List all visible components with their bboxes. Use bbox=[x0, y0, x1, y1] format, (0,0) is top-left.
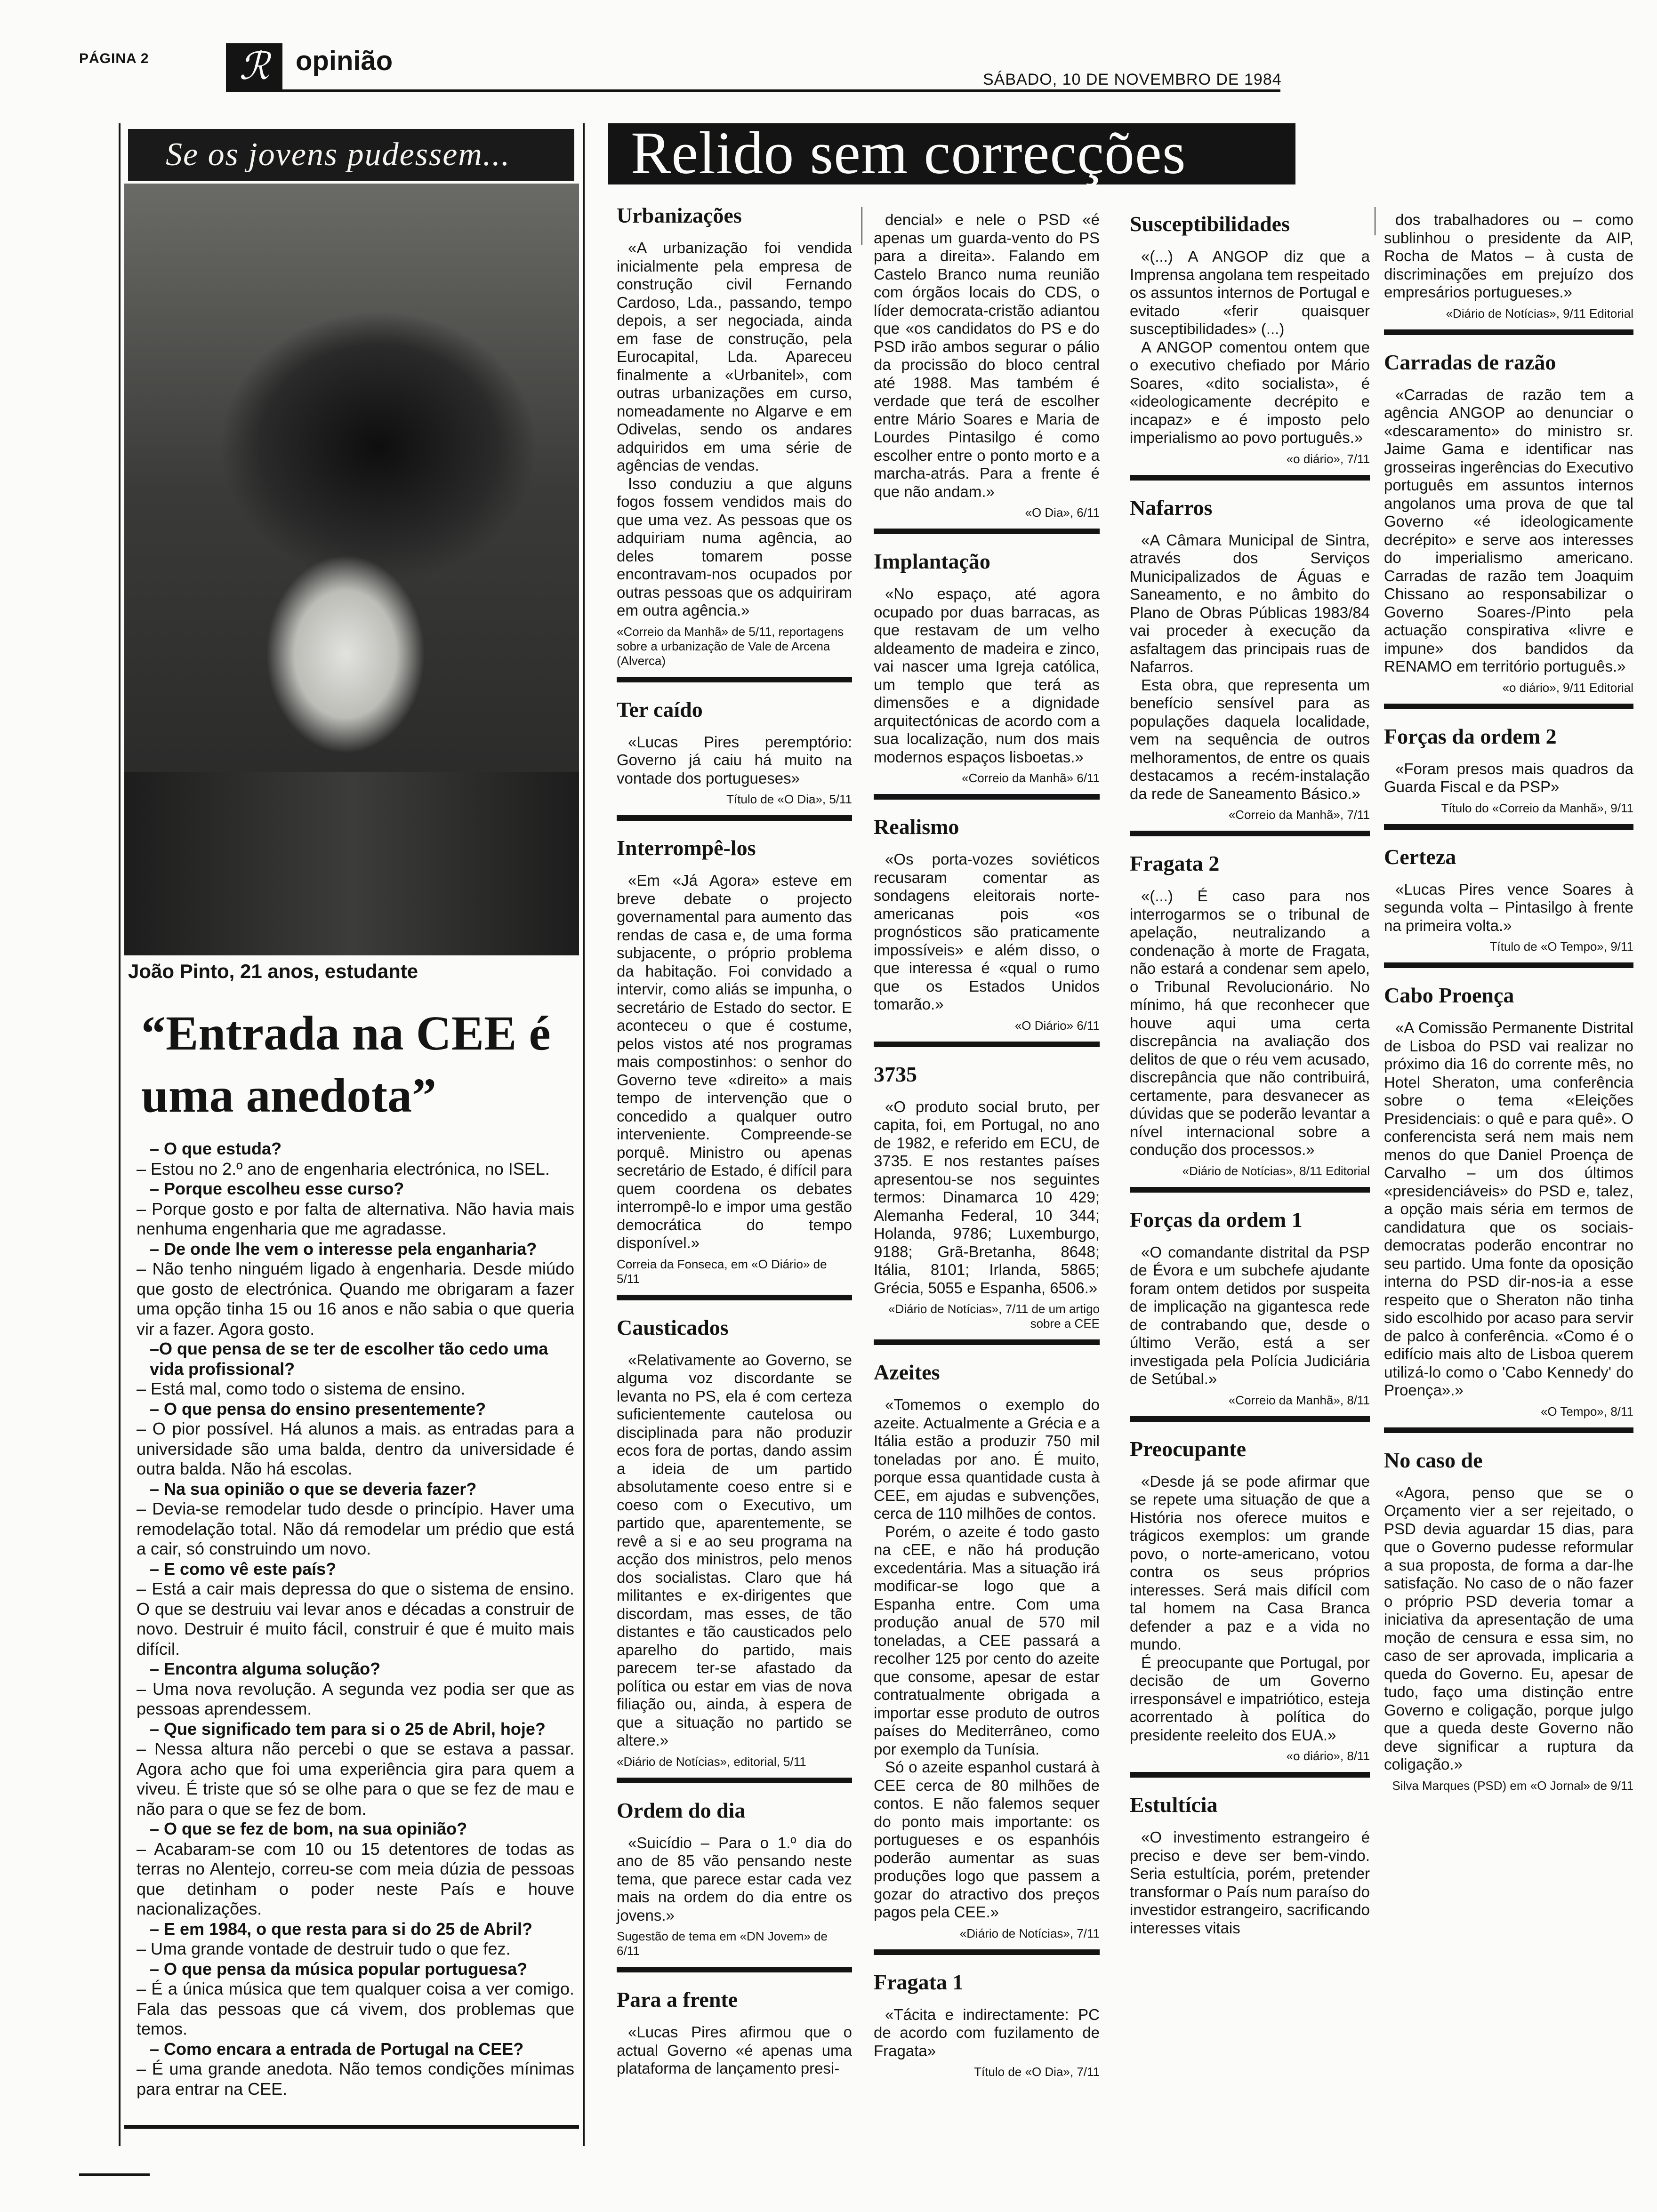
digest-column-2 bbox=[874, 211, 1100, 2079]
digest-item-title: Interrompê-los bbox=[617, 836, 756, 860]
digest-item-source: Título de «O Dia», 5/11 bbox=[726, 792, 852, 806]
digest-item-source: «Correio da Manhã», 7/11 bbox=[1228, 808, 1370, 822]
digest-item-title: Para a frente bbox=[617, 1988, 738, 2012]
column-divider bbox=[861, 207, 862, 245]
digest-item-rule bbox=[1130, 1772, 1370, 1778]
digest-item-text: «O comandante distrital da PSP de Évora e um subchefe ajudante foram ontem detidos por suspeita de implicação na gigantesca rede de contrabando que, desde o último Verão, está a ser investigada pela Polícia Judiciária de Setúbal.» bbox=[1130, 1243, 1370, 1387]
digest-item-title: Nafarros bbox=[1130, 495, 1213, 520]
digest-column-1 bbox=[617, 202, 852, 2078]
digest-item bbox=[1384, 982, 1633, 1433]
digest-item bbox=[874, 814, 1100, 1047]
interview-question: – De onde lhe vem o interesse pela enganharia? bbox=[150, 1239, 537, 1258]
digest-item-source: Título de «O Tempo», 9/11 bbox=[1489, 939, 1633, 954]
digest-item-text: «Tomemos o exemplo do azeite. Actualmente a Grécia e a Itália estão a produzir 750 mil toneladas por ano. É muito, porque essa quantidade custa à CEE, em ajudas e subvenções, cerca de 110 milhões de contos. bbox=[874, 1396, 1100, 1522]
digest-item-text: «Tácita e indirectamente: PC de acordo com fuzilamento de Fragata» bbox=[874, 2005, 1100, 2060]
digest-item-text: «(...) A ANGOP diz que a Imprensa angolana tem respeitado os assuntos internos de Portugal e evitado «ferir quaisquer susceptibilidades» (...) bbox=[1130, 248, 1370, 337]
interview-banner-text: Se os jovens pudessem... bbox=[166, 136, 511, 173]
interview-question: – E em 1984, o que resta para si do 25 de Abril? bbox=[150, 1919, 532, 1939]
digest-item-text: «O investimento estrangeiro é preciso e deve ser bem-vindo. Seria estultícia, porém, pretender transformar o País num paraíso do investidor estrangeiro, sacrificando interesses vitais bbox=[1130, 1828, 1370, 1937]
digest-item-source: «Correio da Manhã» 6/11 bbox=[962, 771, 1100, 785]
digest-item-title: Preocupante bbox=[1130, 1436, 1247, 1461]
digest-item bbox=[1130, 211, 1370, 481]
digest-item-source: «Diário de Notícias», editorial, 5/11 bbox=[617, 1754, 806, 1769]
digest-item-text: «O produto social bruto, per capita, foi, em Portugal, no ano de 1982, e referido em ECU, de 3735. E nos restantes países apresentou-se nos seguintes termos: Dinamarca 10 429; Alemanha Federal, 10 344; Holanda, 9786; Luxemburgo, 9188; Grã-Bretanha, 8648; Itália, 8101; Irlanda, 5865; Grécia, 5055 e Espanha, 6506.» bbox=[874, 1098, 1100, 1297]
digest-item-text: «Lucas Pires afirmou que o actual Governo «é apenas uma plataforma de lançamento presi- bbox=[617, 2023, 852, 2077]
digest-item-source: «Correio da Manhã», 8/11 bbox=[1228, 1393, 1370, 1407]
interview-question: – E como vê este país? bbox=[150, 1559, 337, 1579]
digest-item bbox=[1130, 1207, 1370, 1422]
digest-item-text: «Agora, penso que se o Orçamento vier a ser rejeitado, o PSD devia aguardar 15 dias, para que o Governo pudesse reformular a sua proposta, de forma a dar-lhe satisfação. No caso de o não fazer o próprio PSD deveria tomar a iniciativa da apresentação de uma moção de censura e essa sim, no caso de ser aprovada, implicaria a queda do Governo. Eu, apesar de tudo, faço uma distinção entre Governo e coligação, porque julgo que a queda deste Governo não deve significar a ruptura da coligação.» bbox=[1384, 1483, 1633, 1773]
digest-item-text: É preocupante que Portugal, por decisão de um Governo irresponsável e impatriótico, esteja acorrentado à política do presidente reeleito dos EUA.» bbox=[1130, 1653, 1370, 1744]
interview-answer: – É uma grande anedota. Não temos condições mínimas para entrar na CEE. bbox=[137, 2059, 574, 2099]
digest-item-text: Isso conduziu a que alguns fogos fossem vendidos mais do que uma vez. As pessoas que os adquiriam numa agência, ao deles tomarem posse encontravam-nos ocupados por outras pessoas que os adquiriram em outra agência.» bbox=[617, 474, 852, 619]
digest-item-title: Urbanizações bbox=[617, 203, 742, 227]
digest-item-source: «Diário de Notícias», 8/11 Editorial bbox=[1182, 1163, 1370, 1178]
digest-item-rule bbox=[1130, 831, 1370, 836]
interview-body bbox=[137, 1139, 574, 2099]
interview-answer: – Uma nova revolução. A segunda vez podia ser que as pessoas aprendessem. bbox=[137, 1679, 574, 1718]
digest-item-text: «Suicídio – Para o 1.º dia do ano de 85 vão pensando neste tema, que parece estar cada vez mais na ordem do dia entre os jovens.» bbox=[617, 1834, 852, 1924]
digest-item-source: Título do «Correio da Manhã», 9/11 bbox=[1441, 801, 1633, 815]
footer-rule bbox=[79, 2173, 150, 2176]
digest-item-source: Título de «O Dia», 7/11 bbox=[974, 2065, 1100, 2079]
digest-item-rule bbox=[1384, 824, 1633, 830]
digest-item bbox=[874, 1061, 1100, 1346]
digest-item bbox=[1384, 211, 1633, 335]
header-rule bbox=[226, 89, 1280, 92]
interview-question: – Porque escolheu esse curso? bbox=[150, 1179, 404, 1198]
digest-item-title: Carradas de razão bbox=[1384, 350, 1556, 374]
digest-item-title: Forças da ordem 1 bbox=[1130, 1207, 1303, 1232]
digest-item-text: «Carradas de razão tem a agência ANGOP ao denunciar o «descaramento» do ministro sr. Jaime Gama e identificar nas grosseiras ingerências do Executivo português em assuntos internos angolanos uma prova de que tal Governo «é ideologicamente decrépito» e serve aos interesses do imperialismo americano. Carradas de razão tem Joaquim Chissano ao responsabilizar o Governo Soares-/Pinto pela actuação conspirativa «livre e impune» dos bandidos da RENAMO em território português.» bbox=[1384, 385, 1633, 675]
digest-item-source: «o diário», 9/11 Editorial bbox=[1502, 680, 1633, 695]
digest-item bbox=[1384, 349, 1633, 709]
digest-item-rule bbox=[617, 1295, 852, 1300]
digest-item-title: Fragata 2 bbox=[1130, 851, 1220, 875]
digest-item-rule bbox=[617, 1778, 852, 1783]
digest-item-rule bbox=[1384, 962, 1633, 968]
interview-answer: – Não tenho ninguém ligado à engenharia. Desde miúdo que gosto de electrónica. Quando me obrigaram a fazer uma opção tinha 15 ou 16 anos e não sabia o que queria vir a fazer. Agora gosto. bbox=[137, 1259, 574, 1338]
digest-item-text: «Desde já se pode afirmar que se repete uma situação de que a História nos oferece muitos e trágicos exemplos: um grande povo, o norte-americano, votou contra os seus próprios interesses. Será mais difícil com tal homem na Casa Branca defender a paz e a vida no mundo. bbox=[1130, 1472, 1370, 1653]
digest-item bbox=[874, 211, 1100, 534]
digest-item-title: Implantação bbox=[874, 549, 990, 573]
interview-answer: – Uma grande vontade de destruir tudo o que fez. bbox=[137, 1939, 511, 1958]
digest-banner-text: Relido sem correcções bbox=[631, 120, 1186, 186]
interview-answer: – Estou no 2.º ano de engenharia electrónica, no ISEL. bbox=[137, 1159, 550, 1178]
digest-item bbox=[617, 835, 852, 1300]
digest-item-text: «No espaço, até agora ocupado por duas barracas, as que restavam de um velho aldeamento de madeira e zinco, vai nascer uma Igreja católica, um templo que terá as dimensões e a dignidade arquitectónicas de acordo com a sua localização, num dos mais modernos espaços lisboetas.» bbox=[874, 585, 1100, 766]
digest-item-text: «Relativamente ao Governo, se alguma voz discordante se levanta no PS, ela é com certeza suficientemente cautelosa ou disciplinada para não produzir ecos fora de portas, dando assim a ideia de um partido absolutamente coeso entre si e coeso com o Executivo, um partido que, aparentemente, se revê a si e ao seu programa na acção dos ministros, pelo menos dos socialistas. Claro que há militantes e ex-dirigentes que discordam, mas esses, de tão distantes e tão causticados pelo aparelho do partido, mais parecem ter-se afastado da política ou estar em vias de nova filiação ou, ainda, à espera de que a situação no partido se altere.» bbox=[617, 1351, 852, 1749]
interview-question: – Como encara a entrada de Portugal na CEE? bbox=[150, 2039, 524, 2059]
digest-item bbox=[1130, 495, 1370, 837]
digest-item-rule bbox=[874, 1042, 1100, 1047]
interview-answer: – O pior possível. Há alunos a mais. as entradas para a universidade são uma balda, dentro da universidade é outra balda. Não há escolas. bbox=[137, 1419, 574, 1478]
digest-item bbox=[617, 1797, 852, 1973]
digest-item-rule bbox=[1130, 475, 1370, 481]
digest-item-text: «A urbanização foi vendida inicialmente pela empresa de construção civil Fernando Cardoso, Lda., passando, tempo depois, a ser negociada, ainda em fase de construção, pela Eurocapital, Lda. Apareceu finalmente a «Urbanitel», com outras urbanizações em curso, nomeadamente no Algarve e em Odivelas, sendo os andares adquiridos em uma série de agências de vendas. bbox=[617, 239, 852, 474]
digest-item-text: Esta obra, que representa um benefício sensível para as populações daquela localidade, vem na sequência de outros melhoramentos, de entre os quais destacamos a recém-instalação da rede de Saneamento Básico.» bbox=[1130, 676, 1370, 802]
digest-item-title: Estultícia bbox=[1130, 1793, 1218, 1817]
digest-item-rule bbox=[1384, 329, 1633, 335]
interview-question: – O que pensa da música popular portuguesa? bbox=[150, 1959, 528, 1979]
digest-item-source: Correia da Fonseca, em «O Diário» de 5/11 bbox=[617, 1257, 827, 1286]
digest-item-rule bbox=[1384, 1427, 1633, 1433]
digest-item-title: Azeites bbox=[874, 1360, 940, 1384]
digest-item bbox=[874, 1359, 1100, 1955]
digest-item-text: «Lucas Pires vence Soares à segunda volta – Pintasilgo à frente na primeira volta.» bbox=[1384, 880, 1633, 934]
section-name: opinião bbox=[296, 46, 393, 76]
digest-item-title: Cabo Proença bbox=[1384, 983, 1514, 1007]
interview-answer: – Está a cair mais depressa do que o sistema de ensino. O que se destruiu vai levar anos e décadas a construir de novo. Destruir é muito fácil, construir é que é muito mais difícil. bbox=[137, 1579, 574, 1659]
interview-answer: – Acabaram-se com 10 ou 15 detentores de todas as terras no Alentejo, correu-se com meia dúzia de pessoas que detinham o poder neste País e houve nacionalizações. bbox=[137, 1839, 574, 1918]
digest-item-title: No caso de bbox=[1384, 1448, 1483, 1472]
digest-item-title: Causticados bbox=[617, 1315, 729, 1339]
digest-item-source: «Diário de Notícias», 7/11 bbox=[959, 1926, 1100, 1940]
digest-item-rule bbox=[874, 1339, 1100, 1345]
digest-item-rule bbox=[1384, 704, 1633, 709]
digest-item-title: Forças da ordem 2 bbox=[1384, 724, 1557, 748]
interview-question: –O que pensa de se ter de escolher tão cedo uma vida profissional? bbox=[150, 1339, 548, 1378]
digest-item-title: Realismo bbox=[874, 815, 959, 839]
digest-item bbox=[1130, 850, 1370, 1193]
digest-item-text: dos trabalhadores ou – como sublinhou o presidente da AIP, Rocha de Matos – à custa de discriminações em prejuízo dos empresários portugueses.» bbox=[1384, 211, 1633, 301]
digest-item-source: «o diário», 8/11 bbox=[1286, 1749, 1370, 1763]
digest-item bbox=[617, 1314, 852, 1783]
portrait-shoulders bbox=[124, 772, 579, 955]
digest-item-rule bbox=[617, 1967, 852, 1972]
digest-item bbox=[874, 548, 1100, 800]
digest-item-title: Certeza bbox=[1384, 844, 1456, 869]
digest-item-rule bbox=[1130, 1416, 1370, 1422]
digest-column-4 bbox=[1384, 211, 1633, 1793]
digest-item-text: «(...) É caso para nos interrogarmos se o tribunal de apelação, neutralizando a condenação à morte de Fragata, não estará a condenar sem apelo, o Tribunal Revolucionário. No mínimo, há que reconhecer que houve aqui uma certa discrepância na avaliação dos delitos de que o réu vem acusado, discrepância que não contribuirá, certamente, para desvanecer as dúvidas que se poderão levantar a nível internacional sobre a condução dos processos.» bbox=[1130, 887, 1370, 1158]
photo-caption: João Pinto, 21 anos, estudante bbox=[128, 960, 418, 982]
interview-question: – O que estuda? bbox=[150, 1139, 282, 1158]
digest-item-rule bbox=[1130, 1187, 1370, 1193]
digest-item-title: Ordem do dia bbox=[617, 1798, 746, 1822]
interview-question: – O que se fez de bom, na sua opinião? bbox=[150, 1819, 467, 1838]
interview-question: – Encontra alguma solução? bbox=[150, 1659, 381, 1678]
digest-item-text: «A Comissão Permanente Distrital de Lisboa do PSD vai realizar no próximo dia 16 do corrente mês, no Hotel Sheraton, uma conferência sobre o tema «Eleições Presidenciais: o quê e para quê». O conferencista será nem mais nem menos do que Daniel Proença de Carvalho – um dos últimos «presidenciáveis» do PSD e, talez, a opção mais séria em termos de candidatura que os sociais-democratas poderão encontrar no seu partido. Uma fonte da oposição interna do PSD dir-nos-ia a esse respeito que o Sheraton não tinha sido escolhido por acaso para servir de palco à conferência. «Como é o edifício mais alto de Lisboa querem utilizá-lo como o 'Cabo Kennedy' do Proença».» bbox=[1384, 1019, 1633, 1399]
section-logo-icon: ℛ bbox=[226, 43, 282, 90]
digest-item-rule bbox=[874, 1949, 1100, 1955]
interview-question: – Que significado tem para si o 25 de Abril, hoje? bbox=[150, 1719, 546, 1739]
digest-item-title: Fragata 1 bbox=[874, 1970, 964, 1994]
digest-item-text: «A Câmara Municipal de Sintra, através dos Serviços Municipalizados de Águas e Saneamento, e no âmbito do Plano de Obras Públicas 1983/84 vai proceder à execução da asfaltagem das principais ruas de Nafarros. bbox=[1130, 531, 1370, 675]
digest-item bbox=[874, 1969, 1100, 2080]
interview-bottom-rule bbox=[124, 2125, 579, 2129]
interview-answer: – É a única música que tem qualquer coisa a ver comigo. Fala das pessoas que cá vivem, dos problemas que temos. bbox=[137, 1979, 574, 2038]
digest-item-title: 3735 bbox=[874, 1062, 917, 1086]
digest-item bbox=[1384, 844, 1633, 969]
interview-question: – Na sua opinião o que se deveria fazer? bbox=[150, 1479, 477, 1499]
interview-question: – O que pensa do ensino presentemente? bbox=[150, 1399, 486, 1419]
digest-item-source: «O Tempo», 8/11 bbox=[1540, 1404, 1633, 1419]
digest-item-title: Ter caído bbox=[617, 697, 703, 721]
digest-item-source: «Diário de Notícias», 9/11 Editorial bbox=[1446, 306, 1633, 321]
interview-answer: – Nessa altura não percebi o que se estava a passar. Agora acho que foi uma experiência gira para quem a viveu. É triste que só se olhe para o que se fez de mau e não para o que se fez de bom. bbox=[137, 1739, 574, 1819]
digest-item-source: Sugestão de tema em «DN Jovem» de 6/11 bbox=[617, 1929, 828, 1958]
digest-item-text: dencial» e nele o PSD «é apenas um guarda-vento do PS para a direita». Falando em Castelo Branco numa reunião com órgãos locais do CDS, o líder democrata-cristão adiantou que «os candidatos do PS e do PSD irão ambos segurar o pálio da procissão do bloco central até 1988. Mas também é verdade que terá de escolher entre Mário Soares e Maria de Lourdes Pintasilgo é como escolher entre o ponto morto e a marcha-atrás. Para a frente é que não andam.» bbox=[874, 211, 1100, 500]
page-number: PÁGINA 2 bbox=[79, 51, 149, 66]
digest-item-rule bbox=[874, 794, 1100, 800]
issue-date: SÁBADO, 10 DE NOVEMBRO DE 1984 bbox=[983, 71, 1282, 88]
digest-item bbox=[1130, 1792, 1370, 1937]
digest-banner bbox=[608, 120, 1644, 186]
digest-item-text: A ANGOP comentou ontem que o executivo chefiado por Mário Soares, «dito socialista», é «ideologicamente decrépito e incapaz» e é imposto pelo imperialismo ao povo português.» bbox=[1130, 338, 1370, 446]
digest-item bbox=[617, 697, 852, 821]
digest-item-text: Porém, o azeite é todo gasto na cEE, e não há produção excedentária. Mas a situação irá modificar-se logo que a Espanha entre. Com uma produção anual de 570 mil toneladas, a CEE passará a recolher 125 por cento do azeite que consome, apesar de estar contratualmente obrigada a importar esse produto de outros países do Mediterrâneo, como por exemplo da Tunísia. bbox=[874, 1523, 1100, 1758]
digest-item-text: «Foram presos mais quadros da Guarda Fiscal e da PSP» bbox=[1384, 760, 1633, 795]
digest-item-title: Susceptibilidades bbox=[1130, 212, 1290, 236]
digest-item-rule bbox=[874, 529, 1100, 534]
digest-item-text: «Os porta-vozes soviéticos recusaram comentar as sondagens eleitorais norte-americanas pois «os prognósticos são praticamente impossíveis» e além disso, o que interessa é «qual o rumo que os Estados Unidos tomarão.» bbox=[874, 850, 1100, 1013]
digest-item bbox=[1130, 1436, 1370, 1778]
digest-item-source: «O Diário» 6/11 bbox=[1014, 1018, 1100, 1033]
digest-item bbox=[617, 202, 852, 682]
digest-item bbox=[1384, 723, 1633, 830]
digest-item-source: «Correio da Manhã» de 5/11, reportagens sobre a urbanização de Vale de Arcena (Alverca) bbox=[617, 624, 844, 668]
digest-item-text: «Em «Já Agora» esteve em breve debate o projecto governamental para aumento das rendas de casa e, de uma forma subjacente, o próprio problema da habitação. Foi convidado a intervir, como aliás se impunha, o secretário de Estado do sector. E aconteceu o que é costume, pelos vistos até nos programas mais compostinhos: o senhor do Governo teve «direito» a mais tempo de intervenção que o concedido a qualquer outro interveniente. Compreende-se porquê. Ministro ou apenas secretário de Estado, é difícil para quem coordena os debates interrompê-lo e impor uma gestão democrática do tempo disponível.» bbox=[617, 872, 852, 1251]
interview-headline: “Entrada na CEE é uma anedota” bbox=[141, 1006, 551, 1122]
digest-item bbox=[1384, 1447, 1633, 1793]
digest-column-3 bbox=[1130, 211, 1370, 1937]
digest-item-source: «Diário de Notícias», 7/11 de um artigo sobre a CEE bbox=[888, 1302, 1100, 1330]
digest-item-rule bbox=[617, 815, 852, 821]
digest-item-rule bbox=[617, 677, 852, 682]
interview-answer: – Porque gosto e por falta de alternativa. Não havia mais nenhuma engenharia que me agradasse. bbox=[137, 1199, 574, 1238]
interview-answer: – Devia-se remodelar tudo desde o princípio. Haver uma remodelação total. Não dá remodelar um prédio que está a cair, só construindo um novo. bbox=[137, 1499, 574, 1558]
interview-banner bbox=[128, 129, 574, 181]
digest-item-source: «O Dia», 6/11 bbox=[1025, 505, 1100, 520]
digest-item-source: Silva Marques (PSD) em «O Jornal» de 9/11 bbox=[1392, 1778, 1633, 1793]
digest-item bbox=[617, 1987, 852, 2078]
digest-item-text: Só o azeite espanhol custará à CEE cerca de 80 milhões de contos. E não falemos sequer do ponto mais importante: os portugueses e os espanhóis poderão aumentar as suas produções logo que passem a gozar do atractivo dos preços pagos pela CEE.» bbox=[874, 1758, 1100, 1921]
interview-answer: – Está mal, como todo o sistema de ensino. bbox=[137, 1379, 466, 1398]
digest-item-source: «o diário», 7/11 bbox=[1286, 451, 1370, 466]
digest-item-text: «Lucas Pires peremptório: Governo já caiu há muito na vontade dos portugueses» bbox=[617, 733, 852, 787]
portrait-photo bbox=[124, 184, 579, 955]
